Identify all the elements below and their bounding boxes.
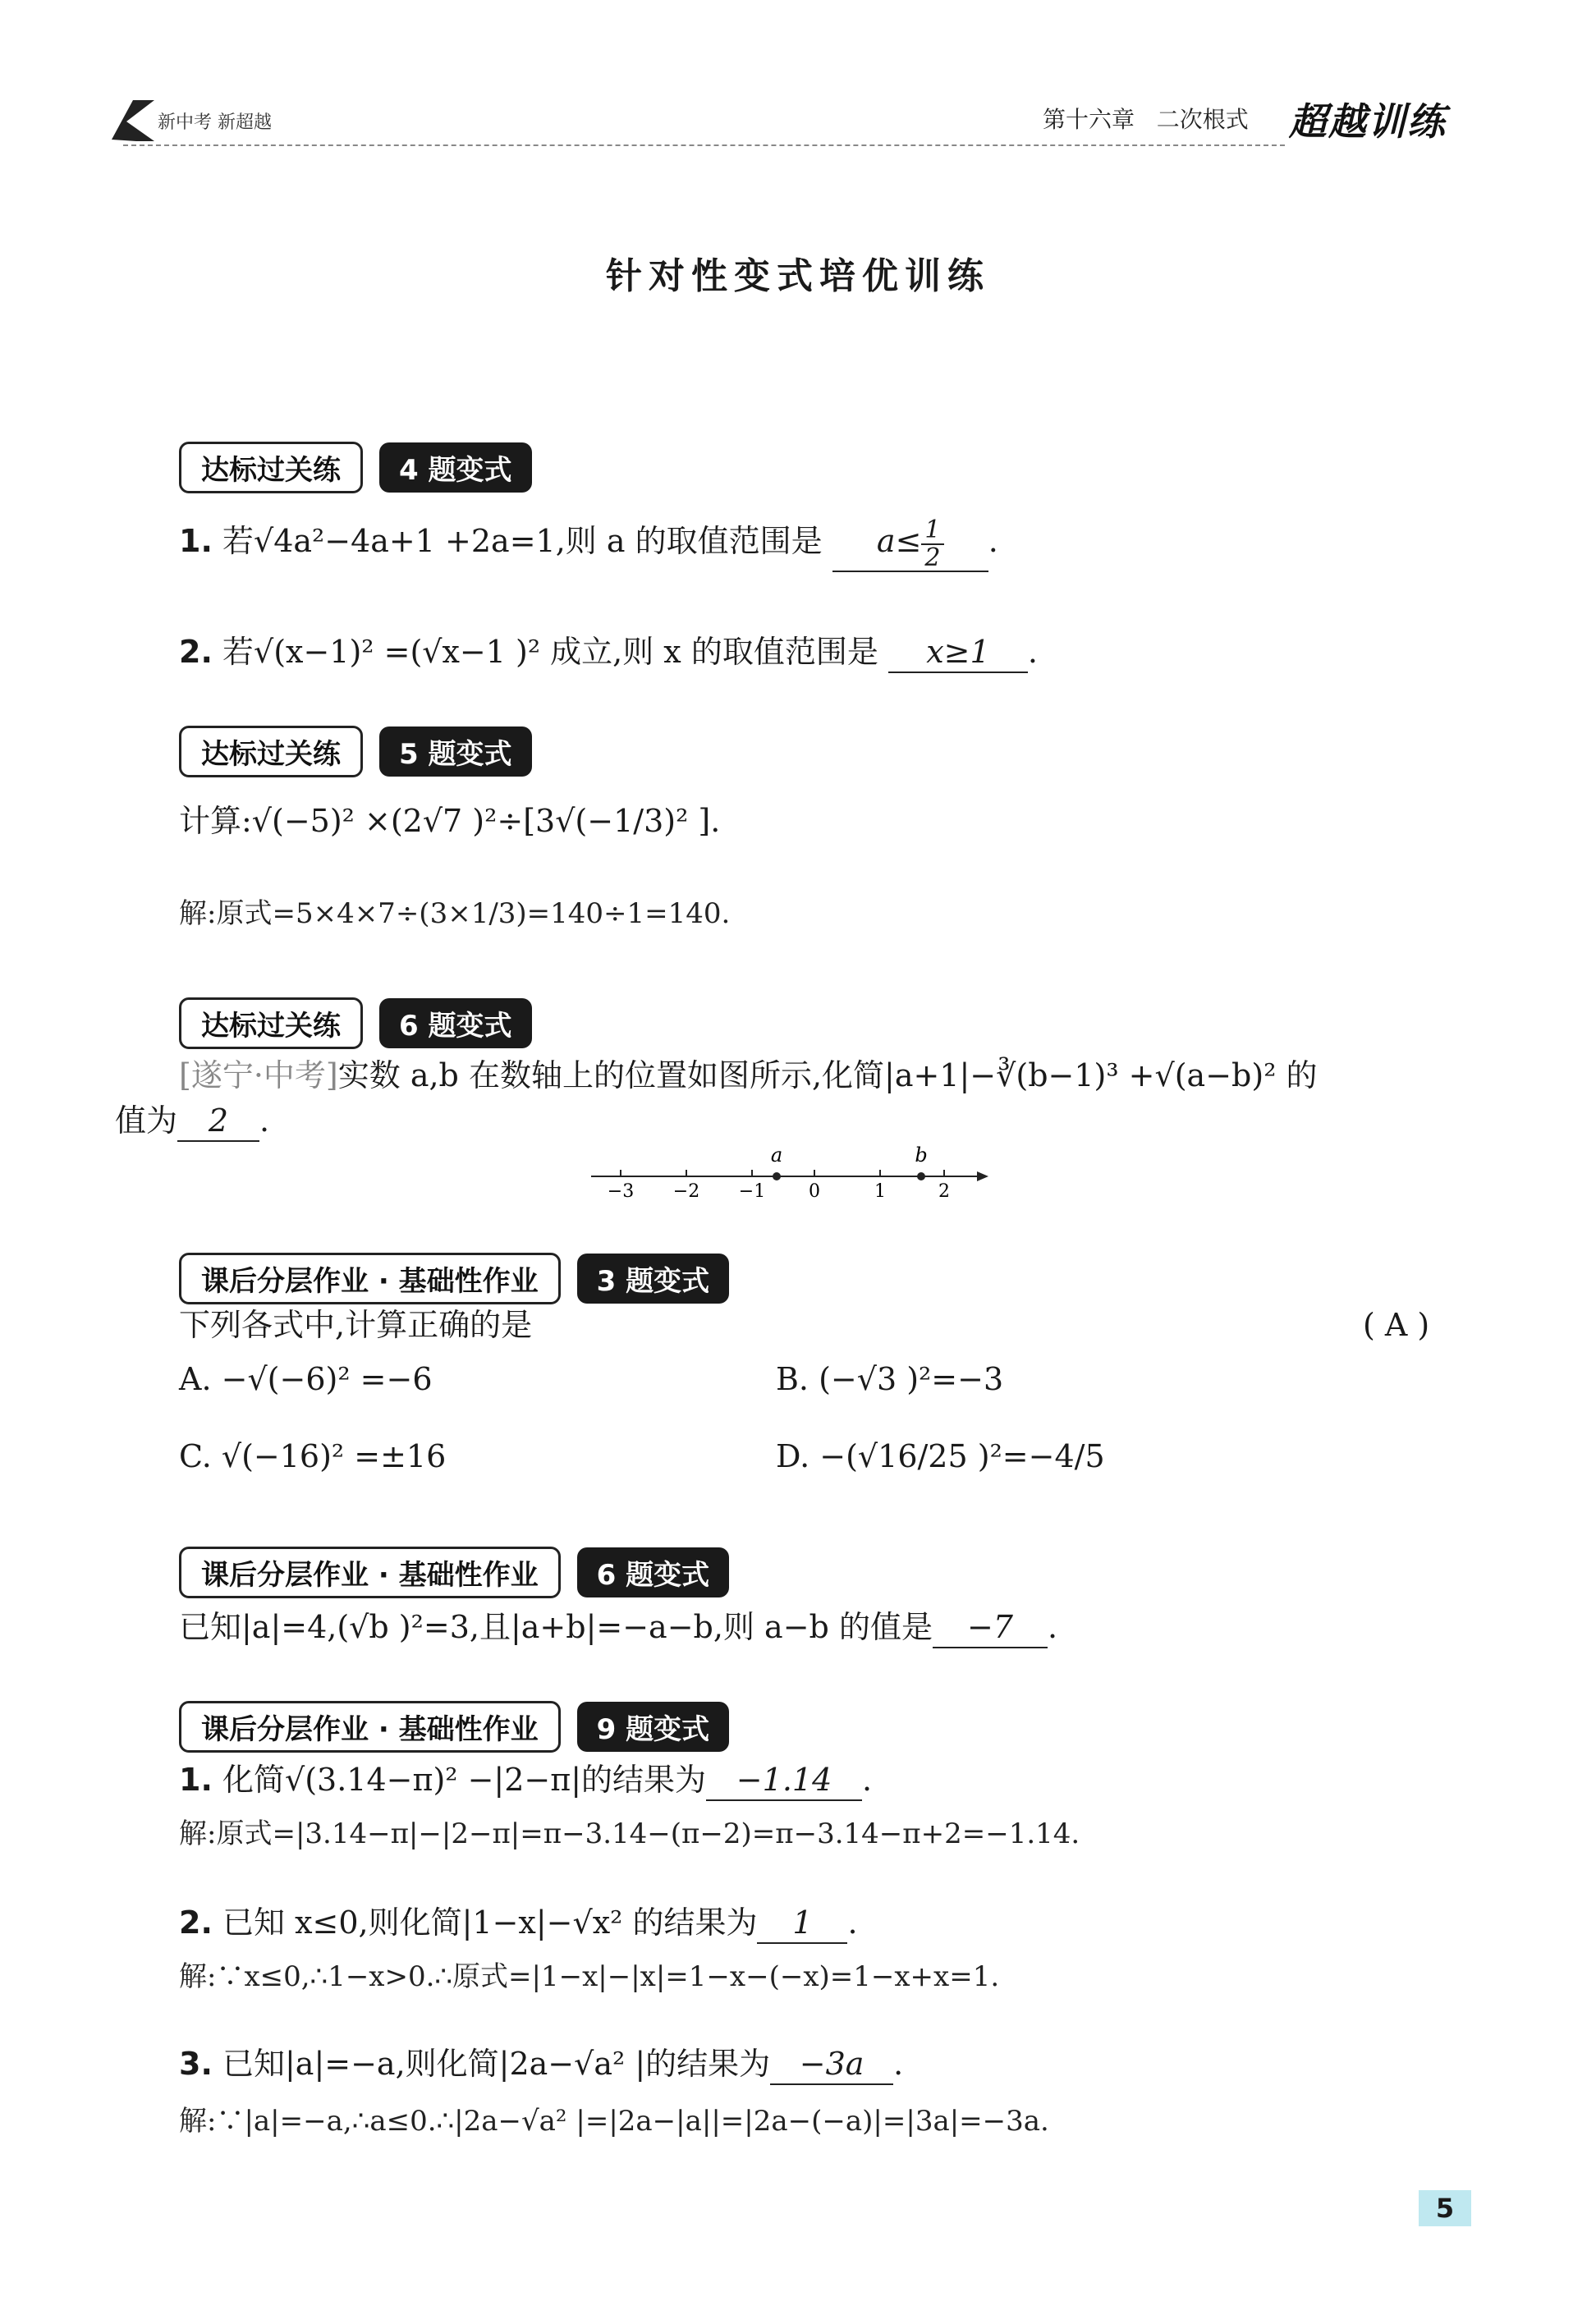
header-divider [123, 144, 1285, 146]
point-a [773, 1172, 781, 1180]
question-1-2: 2. 若√(x−1)² =(√x−1 )² 成立,则 x 的取值范围是 x≥1 . [179, 634, 1038, 673]
option-d: D. −(√16/25 )²=−4/5 [776, 1438, 1105, 1474]
answer-blank: −3a [770, 2046, 893, 2085]
option-a: A. −√(−6)² =−6 [179, 1361, 433, 1397]
tag-variant: 6 题变式 [577, 1547, 730, 1597]
number-line [591, 1145, 993, 1203]
solution-6-2: 解:∵x≤0,∴1−x>0.∴原式=|1−x|−|x|=1−x−(−x)=1−x+x=1. [179, 1960, 1000, 1993]
answer-blank: x≥1 [888, 634, 1028, 673]
header-chapter: 第十六章 二次根式 [1043, 106, 1249, 133]
tag-label: 课后分层作业 · 基础性作业 [179, 1701, 561, 1753]
question-1-1: 1. 若√4a²−4a+1 +2a=1,则 a 的取值范围是 a≤ $\frac{1}{2}$ . [179, 516, 998, 572]
tick-label: −2 [672, 1181, 700, 1202]
section-tag [179, 442, 532, 493]
tag-label: 课后分层作业 · 基础性作业 [179, 1253, 561, 1304]
solution-6-1: 解:原式=|3.14−π|−|2−π|=π−3.14−(π−2)=π−3.14−π+2=−1.14. [179, 1817, 1080, 1850]
option-c: C. √(−16)² =±16 [179, 1438, 447, 1474]
section-tag [179, 997, 532, 1049]
solution-2: 解:原式=5×4×7÷(3×1/3)=140÷1=140. [179, 897, 731, 930]
point-b [917, 1172, 925, 1180]
solution-6-3: 解:∵|a|=−a,∴a≤0.∴|2a−√a² |=|2a−|a||=|2a−(−a)|=|3a|=−3a. [179, 2105, 1049, 2138]
section-tag [179, 726, 532, 777]
option-b: B. (−√3 )²=−3 [776, 1361, 1004, 1397]
question-3: [遂宁·中考]实数 a,b 在数轴上的位置如图所示,化简|a+1|−∛(b−1)³ +√(a−b)² 的 [179, 1057, 1318, 1093]
section-tag [179, 1547, 729, 1598]
answer-blank: −7 [933, 1609, 1048, 1648]
question-6-3: 3. 已知|a|=−a,则化简|2a−√a² |的结果为 −3a . [179, 2046, 903, 2085]
answer-blank: a≤ $\frac{1}{2}$ [832, 517, 988, 572]
tag-variant: 5 题变式 [379, 727, 532, 777]
section-tag [179, 1701, 729, 1753]
number-line-ticks [621, 1170, 944, 1176]
tag-label: 达标过关练 [179, 997, 363, 1049]
question-6-1: 1. 化简√(3.14−π)² −|2−π|的结果为 −1.14 . [179, 1762, 872, 1801]
tag-variant: 6 题变式 [379, 998, 532, 1048]
tick-label: 0 [809, 1181, 820, 1202]
tick-label: −1 [738, 1181, 766, 1202]
logo-icon [108, 97, 158, 143]
tag-variant: 4 题变式 [379, 442, 532, 493]
tick-label: 2 [938, 1181, 950, 1202]
tick-label: 1 [874, 1181, 886, 1202]
answer-blank: −1.14 [706, 1762, 862, 1801]
header-brand: 超越训练 [1289, 99, 1447, 144]
tag-label: 达标过关练 [179, 442, 363, 493]
answer-blank: 1 [757, 1905, 847, 1944]
tag-label: 达标过关练 [179, 726, 363, 777]
tag-variant: 3 题变式 [577, 1254, 730, 1304]
section-tag [179, 1253, 729, 1304]
page-title: 针对性变式培优训练 [606, 255, 990, 297]
answer-blank: 2 [177, 1102, 259, 1142]
question-5: 已知|a|=4,(√b )²=3,且|a+b|=−a−b,则 a−b 的值是 −7 . [179, 1609, 1057, 1648]
tag-variant: 9 题变式 [577, 1702, 730, 1752]
question-2: 计算:√(−5)² ×(2√7 )²÷[3√(−1/3)² ]. [179, 803, 721, 839]
question-4: 下列各式中,计算正确的是 [179, 1307, 533, 1343]
question-6-2: 2. 已知 x≤0,则化简|1−x|−√x² 的结果为 1 . [179, 1905, 858, 1944]
tag-label: 课后分层作业 · 基础性作业 [179, 1547, 561, 1598]
question-4-answer: ( A ) [1363, 1307, 1430, 1343]
point-a-label: a [770, 1145, 783, 1167]
page-number: 5 [1419, 2190, 1471, 2226]
header-series: 新中考 新超越 [158, 112, 272, 133]
point-b-label: b [915, 1145, 928, 1167]
question-3-cont: 值为 2 . [115, 1102, 269, 1142]
tick-label: −3 [607, 1181, 635, 1202]
